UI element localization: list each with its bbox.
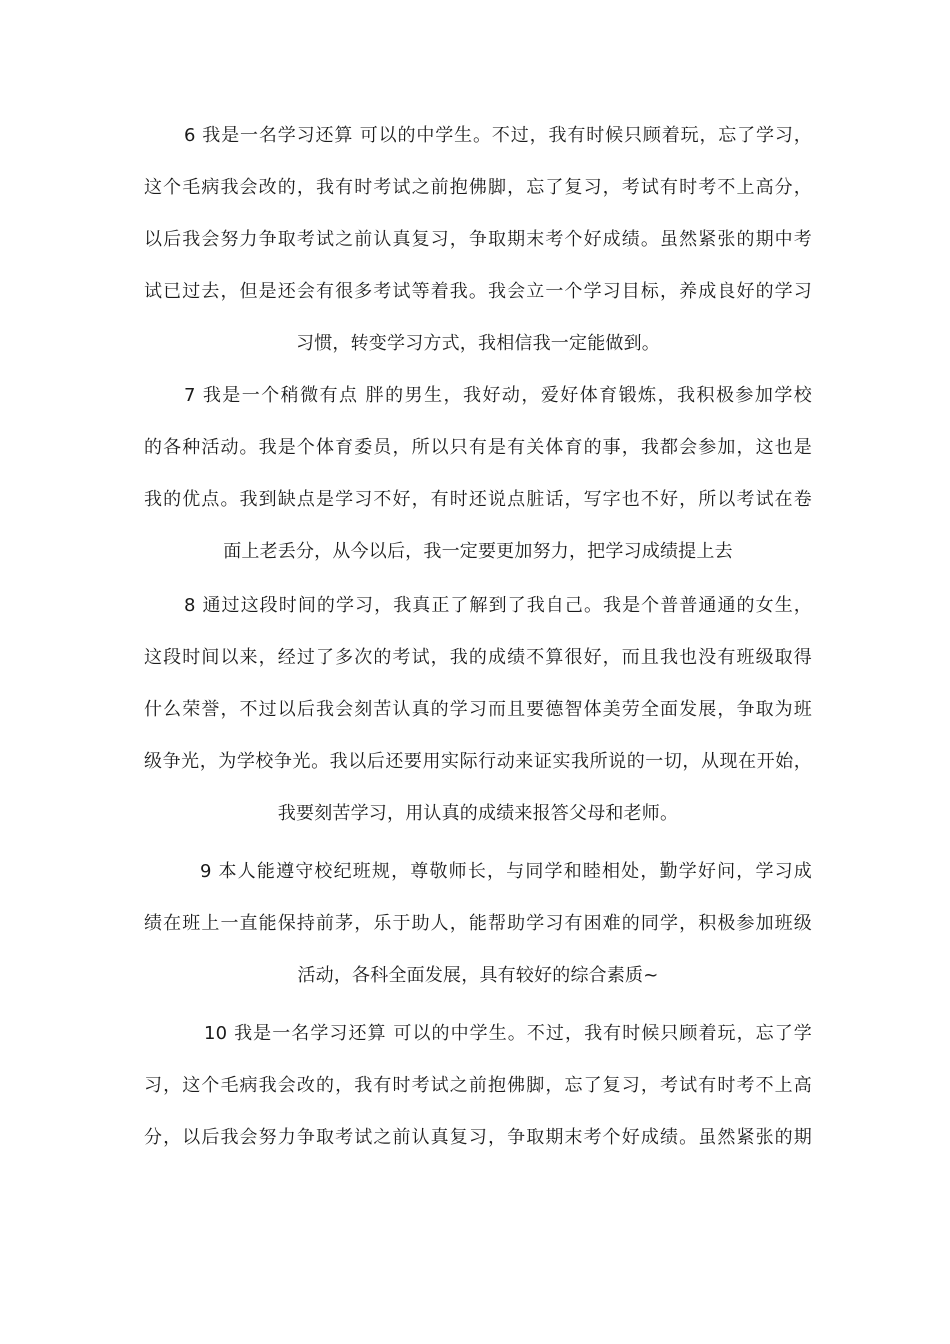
paragraph-line: 活动，各科全面发展，具有较好的综合素质~: [297, 965, 659, 986]
paragraph-line: 分，以后我会努力争取考试之前认真复习，争取期末考个好成绩。虽然紧张的期: [144, 1127, 812, 1148]
paragraph-line: 我的优点。我到缺点是学习不好，有时还说点脏话，写字也不好，所以考试在卷: [144, 489, 812, 510]
paragraph-line: 什么荣誉，不过以后我会刻苦认真的学习而且要德智体美劳全面发展，争取为班: [144, 699, 812, 720]
paragraph-10: [144, 1008, 812, 1164]
paragraph-8: [144, 580, 812, 840]
paragraph-6: [144, 110, 812, 370]
paragraph-line: 我要刻苦学习，用认真的成绩来报答父母和老师。: [277, 803, 679, 824]
paragraph-line: 绩在班上一直能保持前茅，乐于助人，能帮助学习有困难的同学，积极参加班级: [144, 913, 812, 934]
paragraph-line: 的各种活动。我是个体育委员，所以只有是有关体育的事，我都会参加，这也是: [144, 437, 812, 458]
paragraph-line: 6 我是一名学习还算 可以的中学生。不过，我有时候只顾着玩，忘了学习，: [184, 125, 812, 146]
paragraph-7: [144, 370, 812, 578]
paragraph-line: 面上老丢分，从今以后，我一定要更加努力，把学习成绩提上去: [223, 541, 733, 562]
paragraph-line: 习，这个毛病我会改的，我有时考试之前抱佛脚，忘了复习，考试有时考不上高: [144, 1075, 812, 1096]
paragraph-line: 习惯，转变学习方式，我相信我一定能做到。: [296, 333, 660, 354]
paragraph-line: 9 本人能遵守校纪班规，尊敬师长，与同学和睦相处，勤学好问，学习成: [200, 861, 812, 882]
paragraph-line: 以后我会努力争取考试之前认真复习，争取期末考个好成绩。虽然紧张的期中考: [144, 229, 812, 250]
paragraph-line: 级争光，为学校争光。我以后还要用实际行动来证实我所说的一切，从现在开始，: [144, 751, 812, 772]
paragraph-line: 试已过去，但是还会有很多考试等着我。我会立一个学习目标，养成良好的学习: [144, 281, 812, 302]
paragraph-line: 这段时间以来，经过了多次的考试，我的成绩不算很好，而且我也没有班级取得: [144, 647, 812, 668]
paragraph-line: 10 我是一名学习还算 可以的中学生。不过，我有时候只顾着玩，忘了学: [204, 1023, 812, 1044]
paragraph-line: 这个毛病我会改的，我有时考试之前抱佛脚，忘了复习，考试有时考不上高分，: [144, 177, 812, 198]
paragraph-9: [144, 846, 812, 1002]
paragraph-line: 8 通过这段时间的学习，我真正了解到了我自己。我是个普普通通的女生，: [184, 595, 812, 616]
paragraph-line: 7 我是一个稍微有点 胖的男生，我好动，爱好体育锻炼，我积极参加学校: [184, 385, 812, 406]
